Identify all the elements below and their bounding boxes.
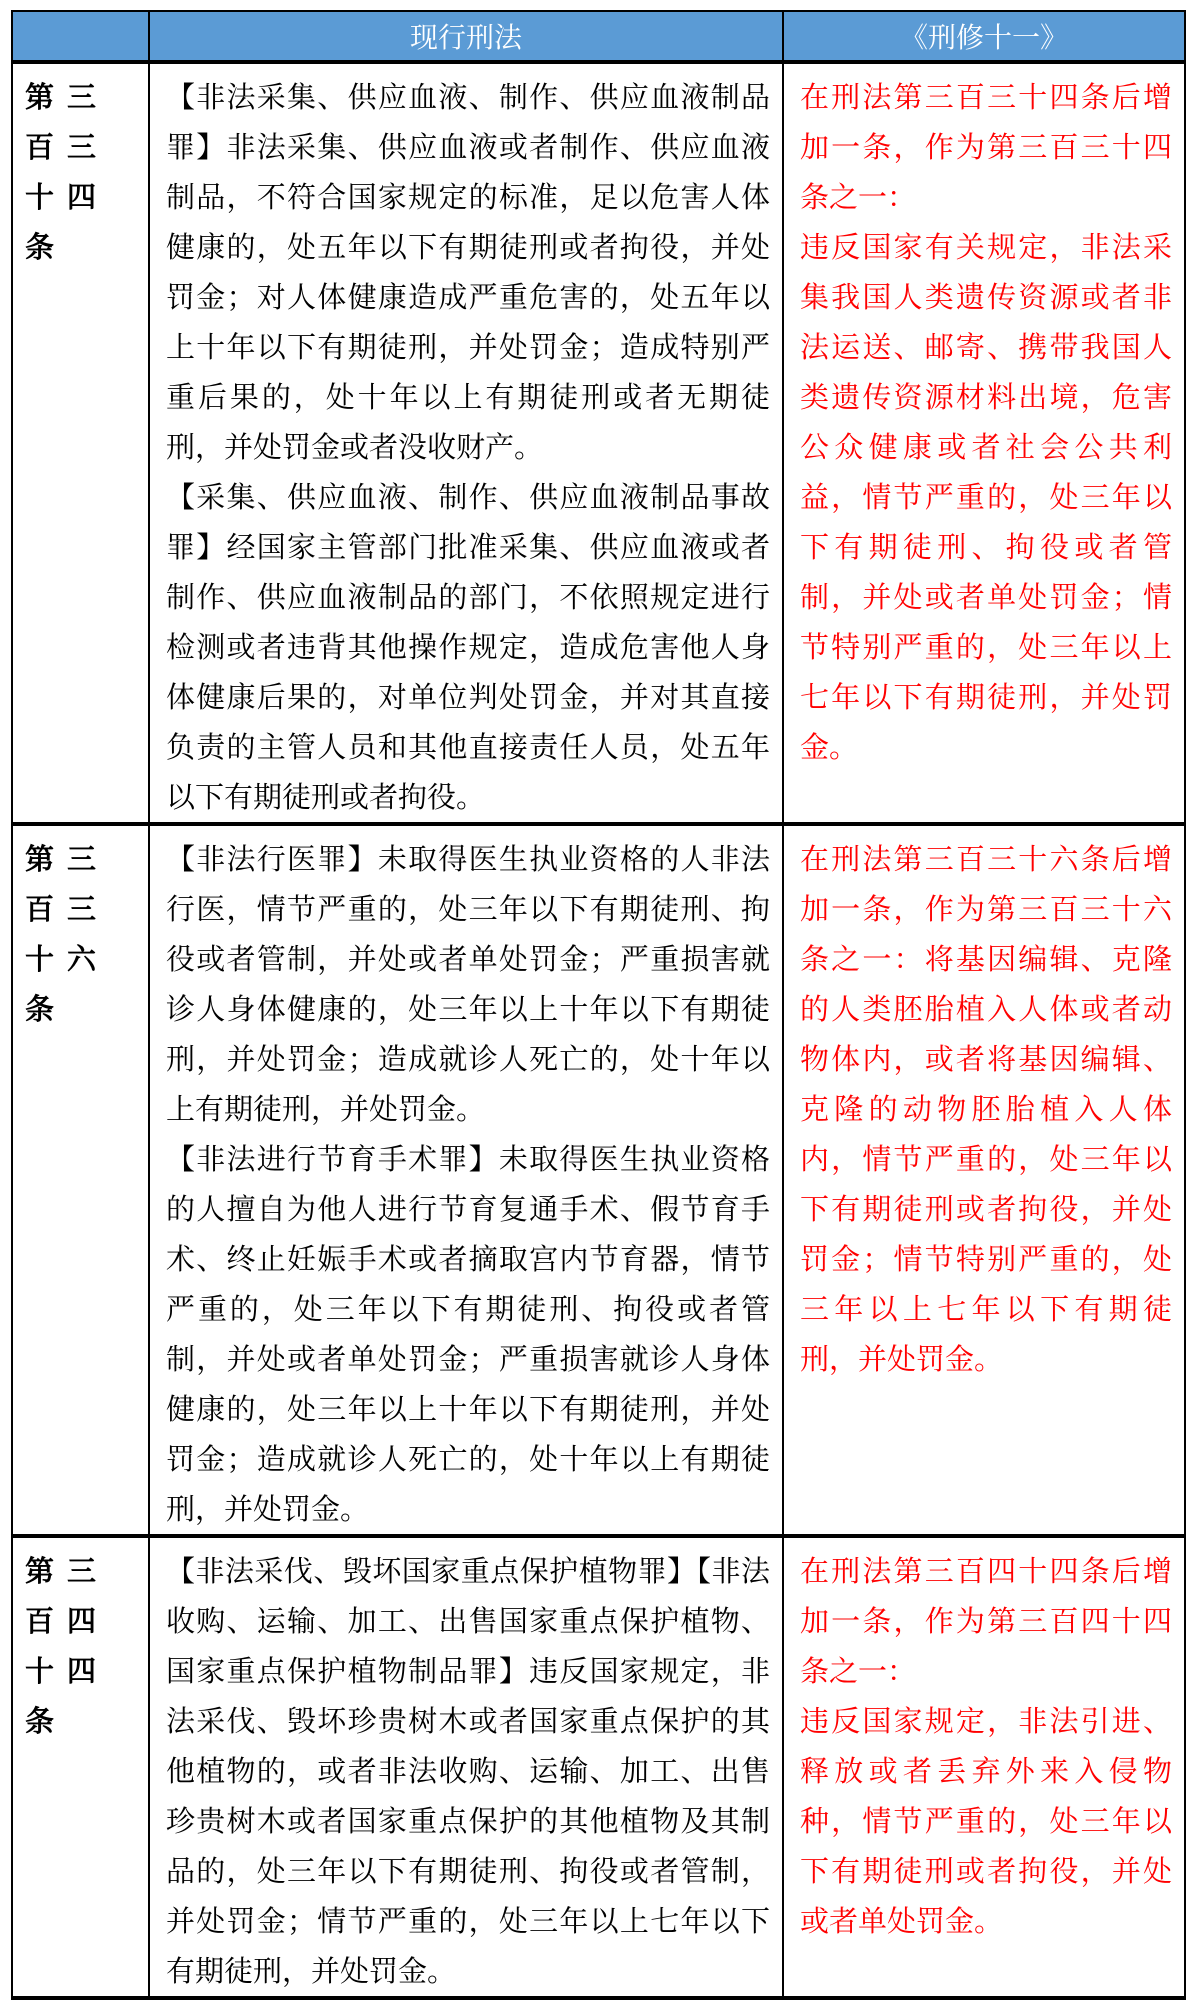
table-row [12, 1536, 1185, 1998]
paragraph: 在刑法第三百三十六条后增加一条，作为第三百三十六条之一：将基因编辑、克隆的人类胚胎植入人体或者动物体内，或者将基因编辑、克隆的动物胚胎植入人体内，情节严重的，处三年以下有期徒刑或者拘役，并处罚金；情节特别严重的，处三年以上七年以下有期徒刑，并处罚金。 [800, 842, 1172, 1376]
current-law-text [149, 1536, 783, 1998]
paragraph: 【非法采伐、毁坏国家重点保护植物罪】【非法收购、运输、加工、出售国家重点保护植物、国家重点保护植物制品罪】违反国家规定，非法采伐、毁坏珍贵树木或者国家重点保护的其他植物的，或者非法收购、运输、加工、出售珍贵树木或者国家重点保护的其他植物及其制品的，处三年以下有期徒刑、拘役或者管制，并处罚金；情节严重的，处三年以上七年以下有期徒刑，并处罚金。 [166, 1554, 770, 1988]
paragraph: 违反国家有关规定，非法采集我国人类遗传资源或者非法运送、邮寄、携带我国人类遗传资源材料出境，危害公众健康或者社会公共利益，情节严重的，处三年以下有期徒刑、拘役或者管制，并处或者单处罚金；情节特别严重的，处三年以上七年以下有期徒刑，并处罚金。 [800, 230, 1172, 764]
amendment-text [783, 824, 1185, 1536]
paragraph: 在刑法第三百四十四条后增加一条，作为第三百四十四条之一： [800, 1554, 1172, 1688]
current-law-text [149, 62, 783, 824]
paragraph: 【非法行医罪】未取得医生执业资格的人非法行医，情节严重的，处三年以下有期徒刑、拘役或者管制，并处或者单处罚金；严重损害就诊人身体健康的，处三年以上十年以下有期徒刑，并处罚金；造成就诊人死亡的，处十年以上有期徒刑，并处罚金。 [166, 842, 770, 1126]
amendment-text [783, 1536, 1185, 1998]
current-law-text [149, 824, 783, 1536]
header-row [12, 11, 1185, 62]
amendment-text [783, 62, 1185, 824]
header-article [12, 11, 149, 62]
table-row [12, 62, 1185, 824]
header-current-law: 现行刑法 [149, 11, 783, 62]
table-row [12, 824, 1185, 1536]
article-number: 第三百三十六条 [12, 824, 149, 1536]
law-comparison-table [11, 10, 1186, 2000]
paragraph: 在刑法第三百三十四条后增加一条，作为第三百三十四条之一： [800, 80, 1172, 214]
paragraph: 【采集、供应血液、制作、供应血液制品事故罪】经国家主管部门批准采集、供应血液或者制作、供应血液制品的部门，不依照规定进行检测或者违背其他操作规定，造成危害他人身体健康后果的，对单位判处罚金，并对其直接负责的主管人员和其他直接责任人员，处五年以下有期徒刑或者拘役。 [166, 480, 770, 814]
paragraph: 【非法进行节育手术罪】未取得医生执业资格的人擅自为他人进行节育复通手术、假节育手术、终止妊娠手术或者摘取宫内节育器，情节严重的，处三年以下有期徒刑、拘役或者管制，并处或者单处罚金；严重损害就诊人身体健康的，处三年以上十年以下有期徒刑，并处罚金；造成就诊人死亡的，处十年以上有期徒刑，并处罚金。 [166, 1142, 770, 1526]
paragraph: 【非法采集、供应血液、制作、供应血液制品罪】非法采集、供应血液或者制作、供应血液制品，不符合国家规定的标准，足以危害人体健康的，处五年以下有期徒刑或者拘役，并处罚金；对人体健康造成严重危害的，处五年以上十年以下有期徒刑，并处罚金；造成特别严重后果的，处十年以上有期徒刑或者无期徒刑，并处罚金或者没收财产。 [166, 80, 770, 464]
article-number: 第三百三十四条 [12, 62, 149, 824]
paragraph: 违反国家规定，非法引进、释放或者丢弃外来入侵物种，情节严重的，处三年以下有期徒刑或者拘役，并处或者单处罚金。 [800, 1704, 1172, 1938]
article-number: 第三百四十四条 [12, 1536, 149, 1998]
header-amendment-xi: 《刑修十一》 [783, 11, 1185, 62]
